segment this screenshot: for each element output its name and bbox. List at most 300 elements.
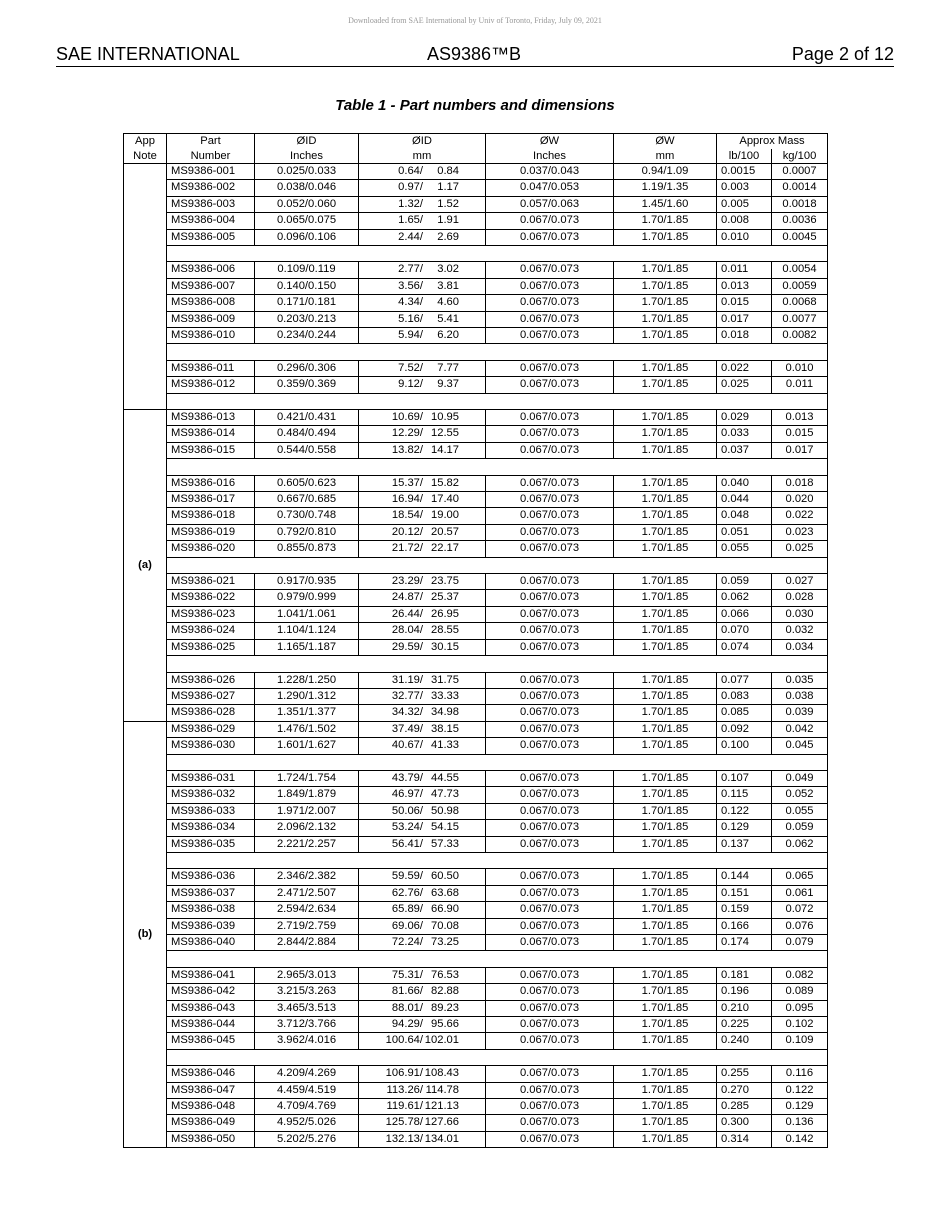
mass-kg-cell: 0.0014: [772, 180, 828, 196]
mass-lb-cell: 0.059: [717, 574, 772, 590]
id-mm-cell: [359, 164, 486, 180]
spacer-row: [124, 951, 828, 967]
part-number-cell: MS9386-032: [167, 787, 255, 803]
w-inches-cell: 0.067/0.073: [486, 885, 614, 901]
part-number-cell: MS9386-038: [167, 902, 255, 918]
mass-kg-cell: 0.0068: [772, 295, 828, 311]
spacer-row: [124, 557, 828, 573]
mass-lb-cell: 0.008: [717, 213, 772, 229]
table-body: [124, 164, 828, 1148]
id-mm-cell: [359, 328, 486, 344]
id-mm-cell: [359, 180, 486, 196]
mass-kg-cell: 0.039: [772, 705, 828, 721]
col-header: Approx Mass: [717, 134, 828, 149]
mass-lb-cell: 0.040: [717, 475, 772, 491]
mass-lb-cell: 0.196: [717, 984, 772, 1000]
part-number-cell: MS9386-007: [167, 278, 255, 294]
part-number-cell: MS9386-005: [167, 229, 255, 245]
w-mm-cell: 1.70/1.85: [614, 1115, 717, 1131]
id-mm-max: 20.57: [431, 525, 459, 538]
w-inches-cell: 0.067/0.073: [486, 229, 614, 245]
id-inches-cell: 1.041/1.061: [255, 606, 359, 622]
mass-lb-cell: 0.070: [717, 623, 772, 639]
id-mm-cell: [359, 836, 486, 852]
id-mm-cell: [359, 295, 486, 311]
id-mm-min: 2.44/: [398, 230, 423, 243]
mass-kg-cell: 0.0054: [772, 262, 828, 278]
col-subheader: Note: [124, 149, 167, 164]
table-row: [124, 918, 828, 934]
part-number-cell: MS9386-010: [167, 328, 255, 344]
w-mm-cell: 1.19/1.35: [614, 180, 717, 196]
header-row-2: [124, 149, 828, 164]
id-mm-min: 1.65/: [398, 214, 423, 227]
mass-kg-cell: 0.034: [772, 639, 828, 655]
id-mm-max: 114.78: [425, 1083, 459, 1096]
id-mm-cell: [359, 1082, 486, 1098]
table-row: [124, 623, 828, 639]
id-mm-max: 2.69: [437, 230, 459, 243]
id-mm-min: 7.52/: [398, 361, 423, 374]
id-mm-min: 31.19/: [391, 673, 423, 686]
table-row: [124, 820, 828, 836]
table-row: [124, 196, 828, 212]
mass-kg-cell: 0.0007: [772, 164, 828, 180]
table-row: [124, 328, 828, 344]
mass-kg-cell: 0.122: [772, 1082, 828, 1098]
mass-lb-cell: 0.115: [717, 787, 772, 803]
id-mm-max: 9.37: [437, 378, 459, 391]
part-number-cell: MS9386-045: [167, 1033, 255, 1049]
w-inches-cell: 0.067/0.073: [486, 295, 614, 311]
id-mm-cell: [359, 311, 486, 327]
mass-kg-cell: 0.0059: [772, 278, 828, 294]
part-number-cell: MS9386-050: [167, 1131, 255, 1147]
w-mm-cell: 1.70/1.85: [614, 360, 717, 376]
id-mm-cell: [359, 934, 486, 950]
id-mm-max: 6.20: [437, 329, 459, 342]
table-row: [124, 492, 828, 508]
table-row: [124, 1033, 828, 1049]
id-inches-cell: 0.484/0.494: [255, 426, 359, 442]
part-number-cell: MS9386-028: [167, 705, 255, 721]
mass-kg-cell: 0.095: [772, 1000, 828, 1016]
part-number-cell: MS9386-003: [167, 196, 255, 212]
table-row: [124, 590, 828, 606]
id-inches-cell: 2.594/2.634: [255, 902, 359, 918]
id-mm-max: 57.33: [431, 837, 459, 850]
id-mm-min: 0.97/: [398, 181, 423, 194]
w-mm-cell: 1.70/1.85: [614, 1033, 717, 1049]
spacer-row: [124, 754, 828, 770]
id-mm-cell: [359, 770, 486, 786]
table-row: [124, 410, 828, 426]
id-inches-cell: 1.290/1.312: [255, 688, 359, 704]
mass-kg-cell: 0.0018: [772, 196, 828, 212]
w-inches-cell: 0.067/0.073: [486, 918, 614, 934]
mass-lb-cell: 0.015: [717, 295, 772, 311]
id-mm-max: 7.77: [437, 361, 459, 374]
w-inches-cell: 0.067/0.073: [486, 360, 614, 376]
id-mm-cell: [359, 721, 486, 737]
id-inches-cell: 0.792/0.810: [255, 524, 359, 540]
mass-kg-cell: 0.022: [772, 508, 828, 524]
id-mm-min: 100.64/: [385, 1034, 423, 1047]
id-inches-cell: 0.052/0.060: [255, 196, 359, 212]
mass-lb-cell: 0.011: [717, 262, 772, 278]
id-mm-min: 69.06/: [391, 919, 423, 932]
mass-kg-cell: 0.035: [772, 672, 828, 688]
mass-kg-cell: 0.136: [772, 1115, 828, 1131]
mass-kg-cell: 0.089: [772, 984, 828, 1000]
id-mm-max: 0.84: [437, 165, 459, 177]
id-mm-min: 75.31/: [391, 968, 423, 981]
id-mm-min: 88.01/: [391, 1001, 423, 1014]
id-inches-cell: 0.096/0.106: [255, 229, 359, 245]
w-inches-cell: 0.047/0.053: [486, 180, 614, 196]
id-mm-min: 106.91/: [385, 1067, 423, 1080]
spacer-cell: [167, 246, 828, 262]
id-mm-cell: [359, 213, 486, 229]
w-inches-cell: 0.067/0.073: [486, 1033, 614, 1049]
table-row: [124, 1099, 828, 1115]
id-mm-min: 28.04/: [391, 624, 423, 637]
mass-kg-cell: 0.020: [772, 492, 828, 508]
id-inches-cell: 3.465/3.513: [255, 1000, 359, 1016]
w-inches-cell: 0.067/0.073: [486, 721, 614, 737]
w-inches-cell: 0.067/0.073: [486, 311, 614, 327]
mass-lb-cell: 0.166: [717, 918, 772, 934]
table-row: [124, 705, 828, 721]
id-inches-cell: 1.849/1.879: [255, 787, 359, 803]
id-mm-min: 9.12/: [398, 378, 423, 391]
w-mm-cell: 1.70/1.85: [614, 623, 717, 639]
id-mm-cell: [359, 984, 486, 1000]
w-mm-cell: 1.70/1.85: [614, 787, 717, 803]
w-mm-cell: 1.70/1.85: [614, 1131, 717, 1147]
id-inches-cell: 0.730/0.748: [255, 508, 359, 524]
mass-lb-cell: 0.270: [717, 1082, 772, 1098]
w-mm-cell: 1.70/1.85: [614, 426, 717, 442]
part-number-cell: MS9386-030: [167, 738, 255, 754]
mass-kg-cell: 0.042: [772, 721, 828, 737]
table-row: [124, 377, 828, 393]
w-mm-cell: 1.70/1.85: [614, 688, 717, 704]
download-watermark: Downloaded from SAE International by Univ of Toronto, Friday, July 09, 2021: [348, 16, 602, 25]
w-inches-cell: 0.067/0.073: [486, 492, 614, 508]
id-mm-min: 3.56/: [398, 279, 423, 292]
w-mm-cell: 1.70/1.85: [614, 869, 717, 885]
id-mm-cell: [359, 705, 486, 721]
id-mm-min: 40.67/: [391, 739, 423, 752]
w-inches-cell: 0.067/0.073: [486, 262, 614, 278]
part-number-cell: MS9386-049: [167, 1115, 255, 1131]
id-inches-cell: 0.109/0.119: [255, 262, 359, 278]
mass-lb-cell: 0.055: [717, 541, 772, 557]
w-mm-cell: 1.70/1.85: [614, 311, 717, 327]
id-mm-min: 32.77/: [391, 689, 423, 702]
w-inches-cell: 0.037/0.043: [486, 164, 614, 180]
id-mm-cell: [359, 1033, 486, 1049]
col-header: App: [124, 134, 167, 149]
mass-kg-cell: 0.023: [772, 524, 828, 540]
id-mm-min: 0.64/: [398, 165, 423, 177]
mass-lb-cell: 0.025: [717, 377, 772, 393]
table-row: [124, 541, 828, 557]
page-header: [56, 44, 894, 67]
id-mm-max: 95.66: [431, 1017, 459, 1030]
id-mm-max: 41.33: [431, 739, 459, 752]
id-mm-max: 17.40: [431, 493, 459, 506]
mass-lb-cell: 0.003: [717, 180, 772, 196]
mass-kg-cell: 0.129: [772, 1099, 828, 1115]
spacer-cell: [167, 951, 828, 967]
id-inches-cell: 4.459/4.519: [255, 1082, 359, 1098]
id-mm-min: 46.97/: [391, 788, 423, 801]
spacer-row: [124, 246, 828, 262]
id-inches-cell: 4.709/4.769: [255, 1099, 359, 1115]
mass-kg-cell: 0.065: [772, 869, 828, 885]
id-mm-cell: [359, 672, 486, 688]
w-inches-cell: 0.067/0.073: [486, 623, 614, 639]
mass-kg-cell: 0.0045: [772, 229, 828, 245]
w-mm-cell: 1.70/1.85: [614, 1099, 717, 1115]
id-inches-cell: 1.351/1.377: [255, 705, 359, 721]
table-row: [124, 934, 828, 950]
id-inches-cell: 3.215/3.263: [255, 984, 359, 1000]
id-mm-max: 66.90: [431, 903, 459, 916]
mass-kg-cell: 0.013: [772, 410, 828, 426]
id-inches-cell: 0.359/0.369: [255, 377, 359, 393]
w-inches-cell: 0.067/0.073: [486, 1099, 614, 1115]
w-inches-cell: 0.067/0.073: [486, 328, 614, 344]
id-mm-min: 113.26/: [386, 1083, 423, 1096]
w-mm-cell: 1.70/1.85: [614, 541, 717, 557]
w-inches-cell: 0.067/0.073: [486, 590, 614, 606]
table-row: [124, 164, 828, 180]
part-number-cell: MS9386-013: [167, 410, 255, 426]
w-mm-cell: 1.45/1.60: [614, 196, 717, 212]
table-row: [124, 1115, 828, 1131]
id-mm-max: 12.55: [431, 427, 459, 440]
w-mm-cell: 1.70/1.85: [614, 278, 717, 294]
w-mm-cell: 1.70/1.85: [614, 934, 717, 950]
id-mm-max: 4.60: [437, 296, 459, 309]
mass-kg-cell: 0.076: [772, 918, 828, 934]
part-number-cell: MS9386-008: [167, 295, 255, 311]
w-mm-cell: 1.70/1.85: [614, 984, 717, 1000]
w-mm-cell: 1.70/1.85: [614, 1000, 717, 1016]
w-inches-cell: 0.067/0.073: [486, 738, 614, 754]
w-inches-cell: 0.067/0.073: [486, 869, 614, 885]
table-row: [124, 803, 828, 819]
id-inches-cell: 1.601/1.627: [255, 738, 359, 754]
id-mm-min: 12.29/: [391, 427, 423, 440]
spacer-row: [124, 656, 828, 672]
id-mm-cell: [359, 820, 486, 836]
id-mm-min: 37.49/: [391, 722, 423, 735]
id-inches-cell: 0.203/0.213: [255, 311, 359, 327]
header-row-1: [124, 134, 828, 149]
id-mm-min: 18.54/: [391, 509, 423, 522]
w-mm-cell: 1.70/1.85: [614, 639, 717, 655]
mass-lb-cell: 0.044: [717, 492, 772, 508]
id-mm-min: 62.76/: [391, 886, 423, 899]
part-number-cell: MS9386-017: [167, 492, 255, 508]
w-mm-cell: 1.70/1.85: [614, 377, 717, 393]
id-mm-min: 56.41/: [391, 837, 423, 850]
id-mm-cell: [359, 885, 486, 901]
spacer-row: [124, 459, 828, 475]
mass-lb-cell: 0.144: [717, 869, 772, 885]
w-inches-cell: 0.067/0.073: [486, 475, 614, 491]
id-mm-max: 70.08: [431, 919, 459, 932]
table-row: [124, 360, 828, 376]
part-number-cell: MS9386-029: [167, 721, 255, 737]
id-mm-max: 89.23: [431, 1001, 459, 1014]
mass-lb-cell: 0.005: [717, 196, 772, 212]
id-mm-min: 72.24/: [391, 935, 423, 948]
id-inches-cell: 2.221/2.257: [255, 836, 359, 852]
mass-kg-cell: 0.045: [772, 738, 828, 754]
spacer-row: [124, 852, 828, 868]
part-number-cell: MS9386-037: [167, 885, 255, 901]
id-inches-cell: 1.971/2.007: [255, 803, 359, 819]
table-title: Table 1 - Part numbers and dimensions: [335, 97, 615, 114]
mass-lb-cell: 0.083: [717, 688, 772, 704]
col-subheader: lb/100: [717, 149, 772, 164]
spacer-cell: [167, 459, 828, 475]
id-mm-min: 5.94/: [398, 329, 423, 342]
id-mm-max: 31.75: [431, 673, 459, 686]
mass-lb-cell: 0.314: [717, 1131, 772, 1147]
part-number-cell: MS9386-024: [167, 623, 255, 639]
w-inches-cell: 0.067/0.073: [486, 1016, 614, 1032]
spacer-row: [124, 1049, 828, 1065]
mass-lb-cell: 0.077: [717, 672, 772, 688]
id-mm-min: 26.44/: [391, 607, 423, 620]
id-inches-cell: 4.952/5.026: [255, 1115, 359, 1131]
mass-lb-cell: 0.240: [717, 1033, 772, 1049]
mass-kg-cell: 0.142: [772, 1131, 828, 1147]
w-mm-cell: 1.70/1.85: [614, 820, 717, 836]
mass-lb-cell: 0.018: [717, 328, 772, 344]
id-mm-max: 1.52: [437, 197, 459, 210]
id-inches-cell: 2.346/2.382: [255, 869, 359, 885]
mass-lb-cell: 0.129: [717, 820, 772, 836]
table-row: [124, 295, 828, 311]
mass-lb-cell: 0.285: [717, 1099, 772, 1115]
col-subheader: mm: [614, 149, 717, 164]
id-mm-cell: [359, 278, 486, 294]
id-mm-cell: [359, 410, 486, 426]
table-row: [124, 475, 828, 491]
table-row: [124, 278, 828, 294]
w-mm-cell: 0.94/1.09: [614, 164, 717, 180]
w-mm-cell: 1.70/1.85: [614, 295, 717, 311]
spacer-row: [124, 344, 828, 360]
id-mm-cell: [359, 869, 486, 885]
mass-lb-cell: 0.107: [717, 770, 772, 786]
w-inches-cell: 0.067/0.073: [486, 902, 614, 918]
table-row: [124, 1131, 828, 1147]
mass-kg-cell: 0.049: [772, 770, 828, 786]
mass-kg-cell: 0.061: [772, 885, 828, 901]
id-mm-max: 28.55: [431, 624, 459, 637]
table-row: [124, 574, 828, 590]
w-mm-cell: 1.70/1.85: [614, 1016, 717, 1032]
part-number-cell: MS9386-020: [167, 541, 255, 557]
id-mm-min: 2.77/: [398, 263, 423, 276]
mass-lb-cell: 0.151: [717, 885, 772, 901]
w-inches-cell: 0.067/0.073: [486, 213, 614, 229]
part-number-cell: MS9386-026: [167, 672, 255, 688]
id-inches-cell: 1.724/1.754: [255, 770, 359, 786]
id-mm-max: 127.66: [424, 1116, 459, 1129]
w-inches-cell: 0.067/0.073: [486, 1131, 614, 1147]
w-mm-cell: 1.70/1.85: [614, 967, 717, 983]
w-mm-cell: 1.70/1.85: [614, 803, 717, 819]
id-mm-cell: [359, 1131, 486, 1147]
id-mm-cell: [359, 639, 486, 655]
id-mm-cell: [359, 492, 486, 508]
spacer-row: [124, 393, 828, 409]
id-mm-max: 5.41: [437, 312, 459, 325]
id-mm-min: 4.34/: [398, 296, 423, 309]
app-note-cell: (a): [124, 410, 167, 722]
id-mm-min: 5.16/: [398, 312, 423, 325]
table-row: [124, 902, 828, 918]
id-mm-cell: [359, 574, 486, 590]
id-mm-min: 132.13/: [385, 1132, 423, 1145]
w-inches-cell: 0.067/0.073: [486, 1115, 614, 1131]
id-mm-max: 121.13: [424, 1100, 459, 1112]
table-row: [124, 672, 828, 688]
mass-kg-cell: 0.011: [772, 377, 828, 393]
part-number-cell: MS9386-027: [167, 688, 255, 704]
id-inches-cell: 0.038/0.046: [255, 180, 359, 196]
id-mm-min: 43.79/: [391, 771, 423, 784]
part-number-cell: MS9386-021: [167, 574, 255, 590]
id-mm-cell: [359, 1000, 486, 1016]
id-mm-cell: [359, 262, 486, 278]
w-mm-cell: 1.70/1.85: [614, 770, 717, 786]
mass-kg-cell: 0.015: [772, 426, 828, 442]
w-mm-cell: 1.70/1.85: [614, 836, 717, 852]
id-inches-cell: 3.712/3.766: [255, 1016, 359, 1032]
id-mm-cell: [359, 229, 486, 245]
mass-lb-cell: 0.074: [717, 639, 772, 655]
id-mm-max: 15.82: [431, 476, 459, 489]
w-mm-cell: 1.70/1.85: [614, 590, 717, 606]
table-row: [124, 508, 828, 524]
id-mm-min: 65.89/: [391, 903, 423, 916]
part-number-cell: MS9386-019: [167, 524, 255, 540]
spacer-cell: [167, 393, 828, 409]
part-number-cell: MS9386-041: [167, 967, 255, 983]
w-mm-cell: 1.70/1.85: [614, 442, 717, 458]
page-number: Page 2 of 12: [791, 44, 894, 64]
id-inches-cell: 2.844/2.884: [255, 934, 359, 950]
col-header: Part: [167, 134, 255, 149]
mass-lb-cell: 0.225: [717, 1016, 772, 1032]
part-number-cell: MS9386-022: [167, 590, 255, 606]
id-mm-cell: [359, 606, 486, 622]
w-inches-cell: 0.067/0.073: [486, 770, 614, 786]
table-row: [124, 1016, 828, 1032]
id-mm-cell: [359, 426, 486, 442]
part-number-cell: MS9386-018: [167, 508, 255, 524]
